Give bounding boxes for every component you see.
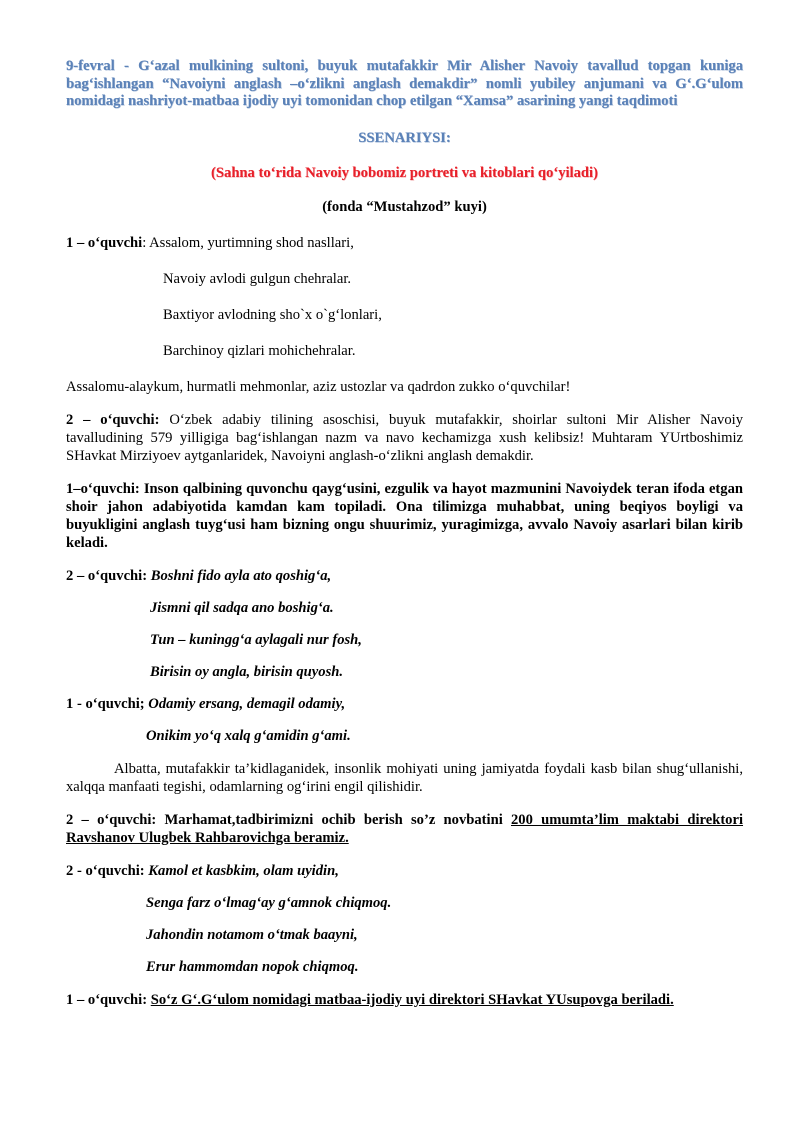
paragraph-text: O‘zbek adabiy tilining asoschisi, buyuk mutafakkir, shoirlar sultoni Mir Alisher Navoiy tavalludining 579 yilligiga bag‘ishlangan nazm va navo kechamizga xush kelibsiz! Muhtaram YUrtboshimiz SHavkat Mirziyoev aytganlaridek, Navoiyni anglash-o‘zlikni anglash demakdir. <box>66 411 743 464</box>
paragraph-albatta: Albatta, mutafakkir ta’kidlaganidek, insonlik mohiyati uning jamiyatda foydali kasb bilan shug‘ullanishi, xalqqa manfaati tegishi, odamlarning og‘irini engil qilishidir. <box>66 760 743 795</box>
paragraph-speaker1-bold <box>66 480 743 552</box>
paragraph-marhamat <box>66 811 743 847</box>
verse-line: Jismni qil sadqa ano boshig‘a. <box>150 599 334 616</box>
speaker-label: 1 - o‘quvchi; <box>66 695 145 712</box>
verse-line: Kamol et kasbkim, olam uyidin, <box>144 862 339 879</box>
paragraph-speaker2 <box>66 411 743 465</box>
verse-line: Barchinoy qizlari mohichehralar. <box>163 342 356 359</box>
speaker2-verse-first <box>66 567 743 585</box>
speaker2-verse-first <box>66 862 743 880</box>
verse-line: : Assalom, yurtimning shod nasllari, <box>142 234 354 251</box>
greeting-paragraph: Assalomu-alaykum, hurmatli mehmonlar, aziz ustozlar va qadrdon zukko o‘quvchilar! <box>66 378 571 395</box>
speaker1-verse-first <box>66 234 743 252</box>
speaker-label: 2 - o‘quvchi: <box>66 862 145 879</box>
paragraph-text: Marhamat,tadbirimizni ochib berish so’z novbatini <box>156 811 511 828</box>
verse-line: Jahondin notamom o‘tmak baayni, <box>146 926 358 943</box>
verse-line: Erur hammomdan nopok chiqmoq. <box>146 958 359 975</box>
verse-line: Baxtiyor avlodning sho`x o`g‘lonlari, <box>163 306 382 323</box>
speaker-label: 1 – o‘quvchi <box>66 234 143 251</box>
verse-line: Odamiy ersang, demagil odamiy, <box>144 695 346 712</box>
verse-line: Birisin oy angla, birisin quyosh. <box>150 663 344 680</box>
verse-line: Tun – kuningg‘a aylagali nur fosh, <box>150 631 362 648</box>
scenario-heading: SSENARIYSI: <box>358 129 451 146</box>
verse-line: Senga farz o‘lmag‘ay g‘amnok chiqmoq. <box>146 894 392 911</box>
underlined-text: So‘z G‘.G‘ulom nomidagi matbaa-ijodiy uyi direktori SHavkat YUsupovga beriladi. <box>150 991 674 1008</box>
paragraph-text: Inson qalbining quvonchu qayg‘usini, ezgulik va hayot mazmunini Navoiydek teran ifoda etgan shoir jahon adabiyotida kamdan kam topiladi. Ona tilimizga muhabbat, uning beqiyos boyligi va buyukligini anglash tuyg‘usi ham bizning ongu shuurimiz, yuragimizga, avvalo Navoiy asarlari bilan kirib keladi. <box>66 480 743 551</box>
speaker-label: 1 – o‘quvchi: <box>66 991 148 1008</box>
speaker-label: 2 – o‘quvchi: <box>66 567 148 584</box>
music-note: (fonda “Mustahzod” kuyi) <box>322 198 487 215</box>
speaker-label: 2 – o‘quvchi: <box>66 411 160 428</box>
verse-line: Onikim yo‘q xalq g‘amidin g‘ami. <box>146 727 351 744</box>
verse-line: Navoiy avlodi gulgun chehralar. <box>163 270 352 287</box>
underlined-text: 200 umumta’lim maktabi direktori Ravshanov Ulugbek Rahbarovichga beramiz. <box>66 811 744 846</box>
speaker-label: 2 – o‘quvchi: <box>66 811 157 828</box>
verse-line: Boshni fido ayla ato qoshig‘a, <box>147 567 332 584</box>
stage-direction: (Sahna to‘rida Navoiy bobomiz portreti va kitoblari qo‘yiladi) <box>211 164 598 181</box>
document-page <box>66 58 743 1009</box>
speaker1-verse-first <box>66 695 743 713</box>
paragraph-soz <box>66 991 743 1009</box>
document-title: 9-fevral - G‘azal mulkining sultoni, buyuk mutafakkir Mir Alisher Navoiy tavallud topgan kuniga bag‘ishlangan “Navoiyni anglash –o‘zlikni anglash demakdir” nomli yubiley anjumani va G‘.G‘ulom nomidagi nashriyot-matbaa ijodiy uyi tomonidan chop etilgan “Xamsa” asarining yangi taqdimoti <box>66 58 743 109</box>
speaker-label: 1–o‘quvchi: <box>66 480 140 497</box>
